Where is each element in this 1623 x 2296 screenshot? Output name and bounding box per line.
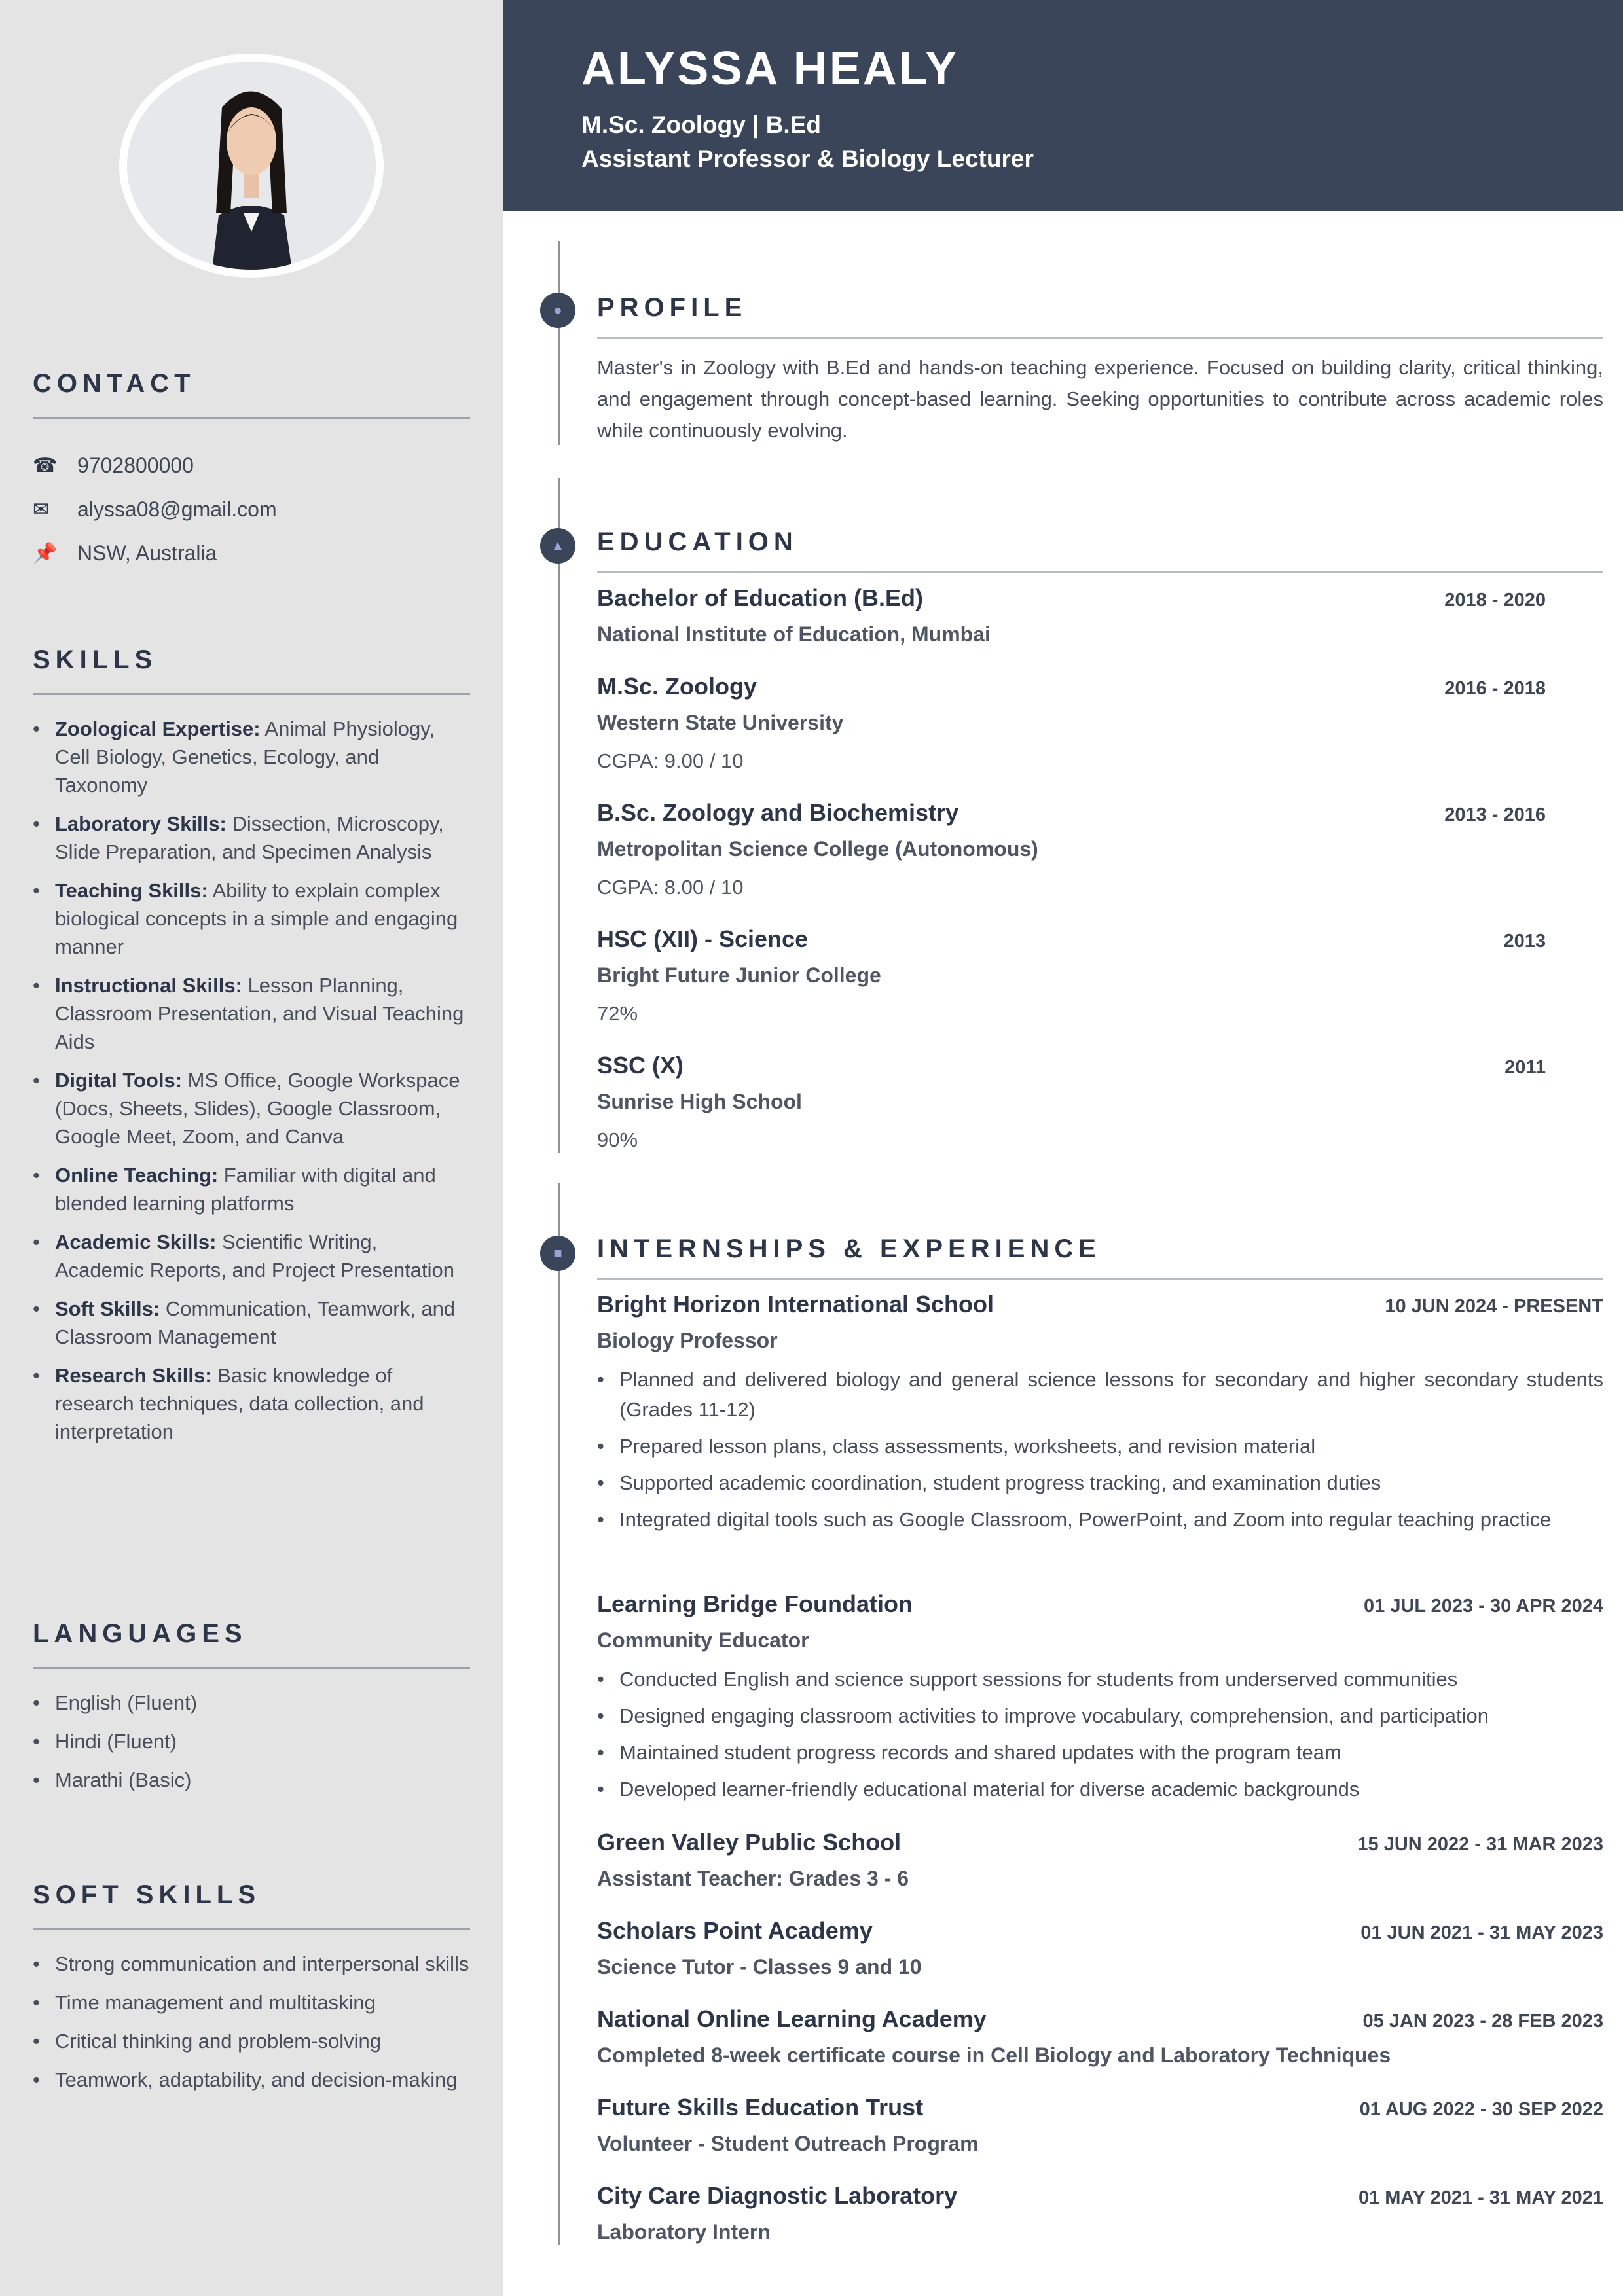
degree-years: 2013 bbox=[1503, 931, 1546, 952]
portrait-image bbox=[127, 62, 376, 270]
soft-skill-item: • Strong communication and interpersonal skills bbox=[33, 1950, 470, 1978]
responsibility-item: • Designed engaging classroom activities to improve vocabulary, comprehension, and participation bbox=[597, 1701, 1603, 1731]
grade: CGPA: 8.00 / 10 bbox=[597, 876, 744, 899]
responsibilities bbox=[597, 1664, 1603, 1804]
responsibility-item: • Planned and delivered biology and general science lessons for secondary and higher secondary students (Grades 11-12) bbox=[597, 1365, 1603, 1425]
briefcase-icon: ■ bbox=[540, 1236, 575, 1271]
language-item: • Hindi (Fluent) bbox=[33, 1727, 470, 1755]
responsibility-item: • Prepared lesson plans, class assessments, worksheets, and revision material bbox=[597, 1431, 1603, 1462]
sidebar bbox=[0, 0, 503, 2296]
contact-email bbox=[33, 488, 470, 531]
graduation-cap-icon: ▲ bbox=[540, 528, 575, 564]
phone-text: 9702800000 bbox=[77, 454, 194, 477]
organization: Scholars Point Academy bbox=[597, 1917, 873, 1944]
degree-name: B.Sc. Zoology and Biochemistry bbox=[597, 799, 959, 826]
degree-years: 2011 bbox=[1504, 1057, 1546, 1078]
languages-section bbox=[33, 1619, 470, 1804]
soft-skill-item: • Critical thinking and problem-solving bbox=[33, 2027, 470, 2055]
experience-entry bbox=[597, 1291, 1603, 1541]
education-entry bbox=[597, 673, 1603, 773]
responsibility-item: • Conducted English and science support sessions for students from underserved communities bbox=[597, 1664, 1603, 1695]
education-entry bbox=[597, 925, 1603, 1026]
experience-section bbox=[597, 1234, 1603, 1280]
experience-entry bbox=[597, 2094, 1603, 2156]
profile-photo bbox=[119, 54, 384, 278]
institution: Metropolitan Science College (Autonomous) bbox=[597, 837, 1038, 861]
organization: Learning Bridge Foundation bbox=[597, 1590, 913, 1617]
profile-text: Master's in Zoology with B.Ed and hands-on teaching experience. Focused on building clarity, critical thinking, and engagement through concept-based learning. Seeking opportunities to contribute across academic roles while continuously evolving. bbox=[597, 356, 1603, 442]
grade: 90% bbox=[597, 1128, 638, 1151]
date-range: 10 JUN 2024 - PRESENT bbox=[1385, 1296, 1603, 1317]
skill-item: • Instructional Skills: Lesson Planning, Classroom Presentation, and Visual Teaching Aids bbox=[33, 971, 470, 1056]
degree-name: SSC (X) bbox=[597, 1052, 684, 1079]
header-banner bbox=[503, 0, 1623, 211]
languages-list bbox=[33, 1689, 470, 1794]
contact-location bbox=[33, 531, 470, 575]
phone-icon: ☎ bbox=[33, 455, 58, 476]
soft-skills-title: SOFT SKILLS bbox=[33, 1880, 470, 1930]
education-title: EDUCATION bbox=[597, 528, 1603, 573]
timeline-line bbox=[558, 241, 560, 445]
timeline-line bbox=[558, 1183, 560, 2245]
pin-icon: 📌 bbox=[33, 543, 58, 564]
organization: City Care Diagnostic Laboratory bbox=[597, 2182, 958, 2209]
organization: Future Skills Education Trust bbox=[597, 2094, 924, 2121]
position: Assistant Teacher: Grades 3 - 6 bbox=[597, 1867, 909, 1890]
responsibility-item: • Supported academic coordination, student progress tracking, and examination duties bbox=[597, 1468, 1603, 1498]
experience-entry bbox=[597, 2182, 1603, 2244]
timeline-line bbox=[558, 478, 560, 1153]
profile-title: PROFILE bbox=[597, 293, 1603, 339]
degree-line: M.Sc. Zoology | B.Ed bbox=[581, 111, 821, 138]
experience-entry bbox=[597, 1829, 1603, 1891]
position: Biology Professor bbox=[597, 1329, 778, 1352]
responsibilities bbox=[597, 1365, 1603, 1535]
organization: Green Valley Public School bbox=[597, 1829, 902, 1856]
position: Laboratory Intern bbox=[597, 2220, 771, 2244]
responsibility-item: • Developed learner-friendly educational material for diverse academic backgrounds bbox=[597, 1774, 1603, 1804]
experience-entry bbox=[597, 1590, 1603, 1811]
education-entry bbox=[597, 799, 1603, 899]
skill-item: • Research Skills: Basic knowledge of research techniques, data collection, and interpretation bbox=[33, 1361, 470, 1446]
contact-section bbox=[33, 369, 470, 575]
role-line: Assistant Professor & Biology Lecturer bbox=[581, 145, 1034, 172]
skills-section bbox=[33, 645, 470, 1456]
institution: National Institute of Education, Mumbai bbox=[597, 622, 991, 646]
skill-item: • Academic Skills: Scientific Writing, Academic Reports, and Project Presentation bbox=[33, 1228, 470, 1284]
soft-skills-list bbox=[33, 1950, 470, 2094]
soft-skills-section bbox=[33, 1880, 470, 2104]
grade: 72% bbox=[597, 1002, 638, 1025]
location-text: NSW, Australia bbox=[77, 541, 217, 565]
profile-icon: ● bbox=[540, 293, 575, 328]
degree-years: 2018 - 2020 bbox=[1444, 590, 1546, 611]
email-text: alyssa08@gmail.com bbox=[77, 497, 277, 521]
organization: National Online Learning Academy bbox=[597, 2005, 987, 2032]
date-range: 01 JUL 2023 - 30 APR 2024 bbox=[1364, 1596, 1603, 1617]
contact-title: CONTACT bbox=[33, 369, 470, 419]
date-range: 05 JAN 2023 - 28 FEB 2023 bbox=[1362, 2011, 1603, 2032]
education-section bbox=[597, 528, 1603, 573]
profile-section bbox=[597, 293, 1603, 446]
education-entry bbox=[597, 1052, 1603, 1152]
position: Volunteer - Student Outreach Program bbox=[597, 2132, 979, 2155]
degree-years: 2013 - 2016 bbox=[1444, 804, 1546, 825]
institution: Western State University bbox=[597, 711, 844, 734]
contact-phone bbox=[33, 444, 470, 488]
education-entry bbox=[597, 584, 1603, 647]
experience-entry bbox=[597, 1917, 1603, 1979]
candidate-name: ALYSSA HEALY bbox=[581, 43, 959, 95]
position: Completed 8-week certificate course in Cell Biology and Laboratory Techniques bbox=[597, 2043, 1391, 2067]
skill-item: • Digital Tools: MS Office, Google Workspace (Docs, Sheets, Slides), Google Classroom, Google Meet, Zoom, and Canva bbox=[33, 1066, 470, 1151]
degree-name: HSC (XII) - Science bbox=[597, 925, 809, 952]
position: Community Educator bbox=[597, 1628, 809, 1652]
languages-title: LANGUAGES bbox=[33, 1619, 470, 1669]
responsibility-item: • Integrated digital tools such as Google Classroom, PowerPoint, and Zoom into regular teaching practice bbox=[597, 1505, 1603, 1535]
skill-item: • Online Teaching: Familiar with digital and blended learning platforms bbox=[33, 1161, 470, 1217]
date-range: 01 AUG 2022 - 30 SEP 2022 bbox=[1359, 2099, 1603, 2120]
envelope-icon: ✉ bbox=[33, 499, 50, 520]
soft-skill-item: • Teamwork, adaptability, and decision-making bbox=[33, 2066, 470, 2094]
date-range: 15 JUN 2022 - 31 MAR 2023 bbox=[1357, 1834, 1603, 1855]
skills-title: SKILLS bbox=[33, 645, 470, 695]
skill-item: • Zoological Expertise: Animal Physiology, Cell Biology, Genetics, Ecology, and Taxonomy bbox=[33, 715, 470, 799]
responsibility-item: • Maintained student progress records and shared updates with the program team bbox=[597, 1738, 1603, 1768]
language-item: • Marathi (Basic) bbox=[33, 1766, 470, 1794]
date-range: 01 MAY 2021 - 31 MAY 2021 bbox=[1358, 2187, 1603, 2208]
skills-list bbox=[33, 715, 470, 1446]
skill-item: • Laboratory Skills: Dissection, Microscopy, Slide Preparation, and Specimen Analysis bbox=[33, 810, 470, 866]
language-item: • English (Fluent) bbox=[33, 1689, 470, 1717]
skill-item: • Teaching Skills: Ability to explain complex biological concepts in a simple and engaging manner bbox=[33, 876, 470, 961]
degree-name: M.Sc. Zoology bbox=[597, 673, 757, 700]
date-range: 01 JUN 2021 - 31 MAY 2023 bbox=[1360, 1922, 1603, 1943]
institution: Bright Future Junior College bbox=[597, 963, 881, 987]
organization: Bright Horizon International School bbox=[597, 1291, 994, 1318]
position: Science Tutor - Classes 9 and 10 bbox=[597, 1955, 922, 1979]
institution: Sunrise High School bbox=[597, 1090, 802, 1113]
soft-skill-item: • Time management and multitasking bbox=[33, 1988, 470, 2017]
skill-item: • Soft Skills: Communication, Teamwork, and Classroom Management bbox=[33, 1295, 470, 1351]
degree-name: Bachelor of Education (B.Ed) bbox=[597, 584, 924, 611]
experience-title: INTERNSHIPS & EXPERIENCE bbox=[597, 1234, 1603, 1280]
grade: CGPA: 9.00 / 10 bbox=[597, 749, 744, 772]
degree-years: 2016 - 2018 bbox=[1444, 678, 1546, 699]
experience-entry bbox=[597, 2005, 1603, 2068]
